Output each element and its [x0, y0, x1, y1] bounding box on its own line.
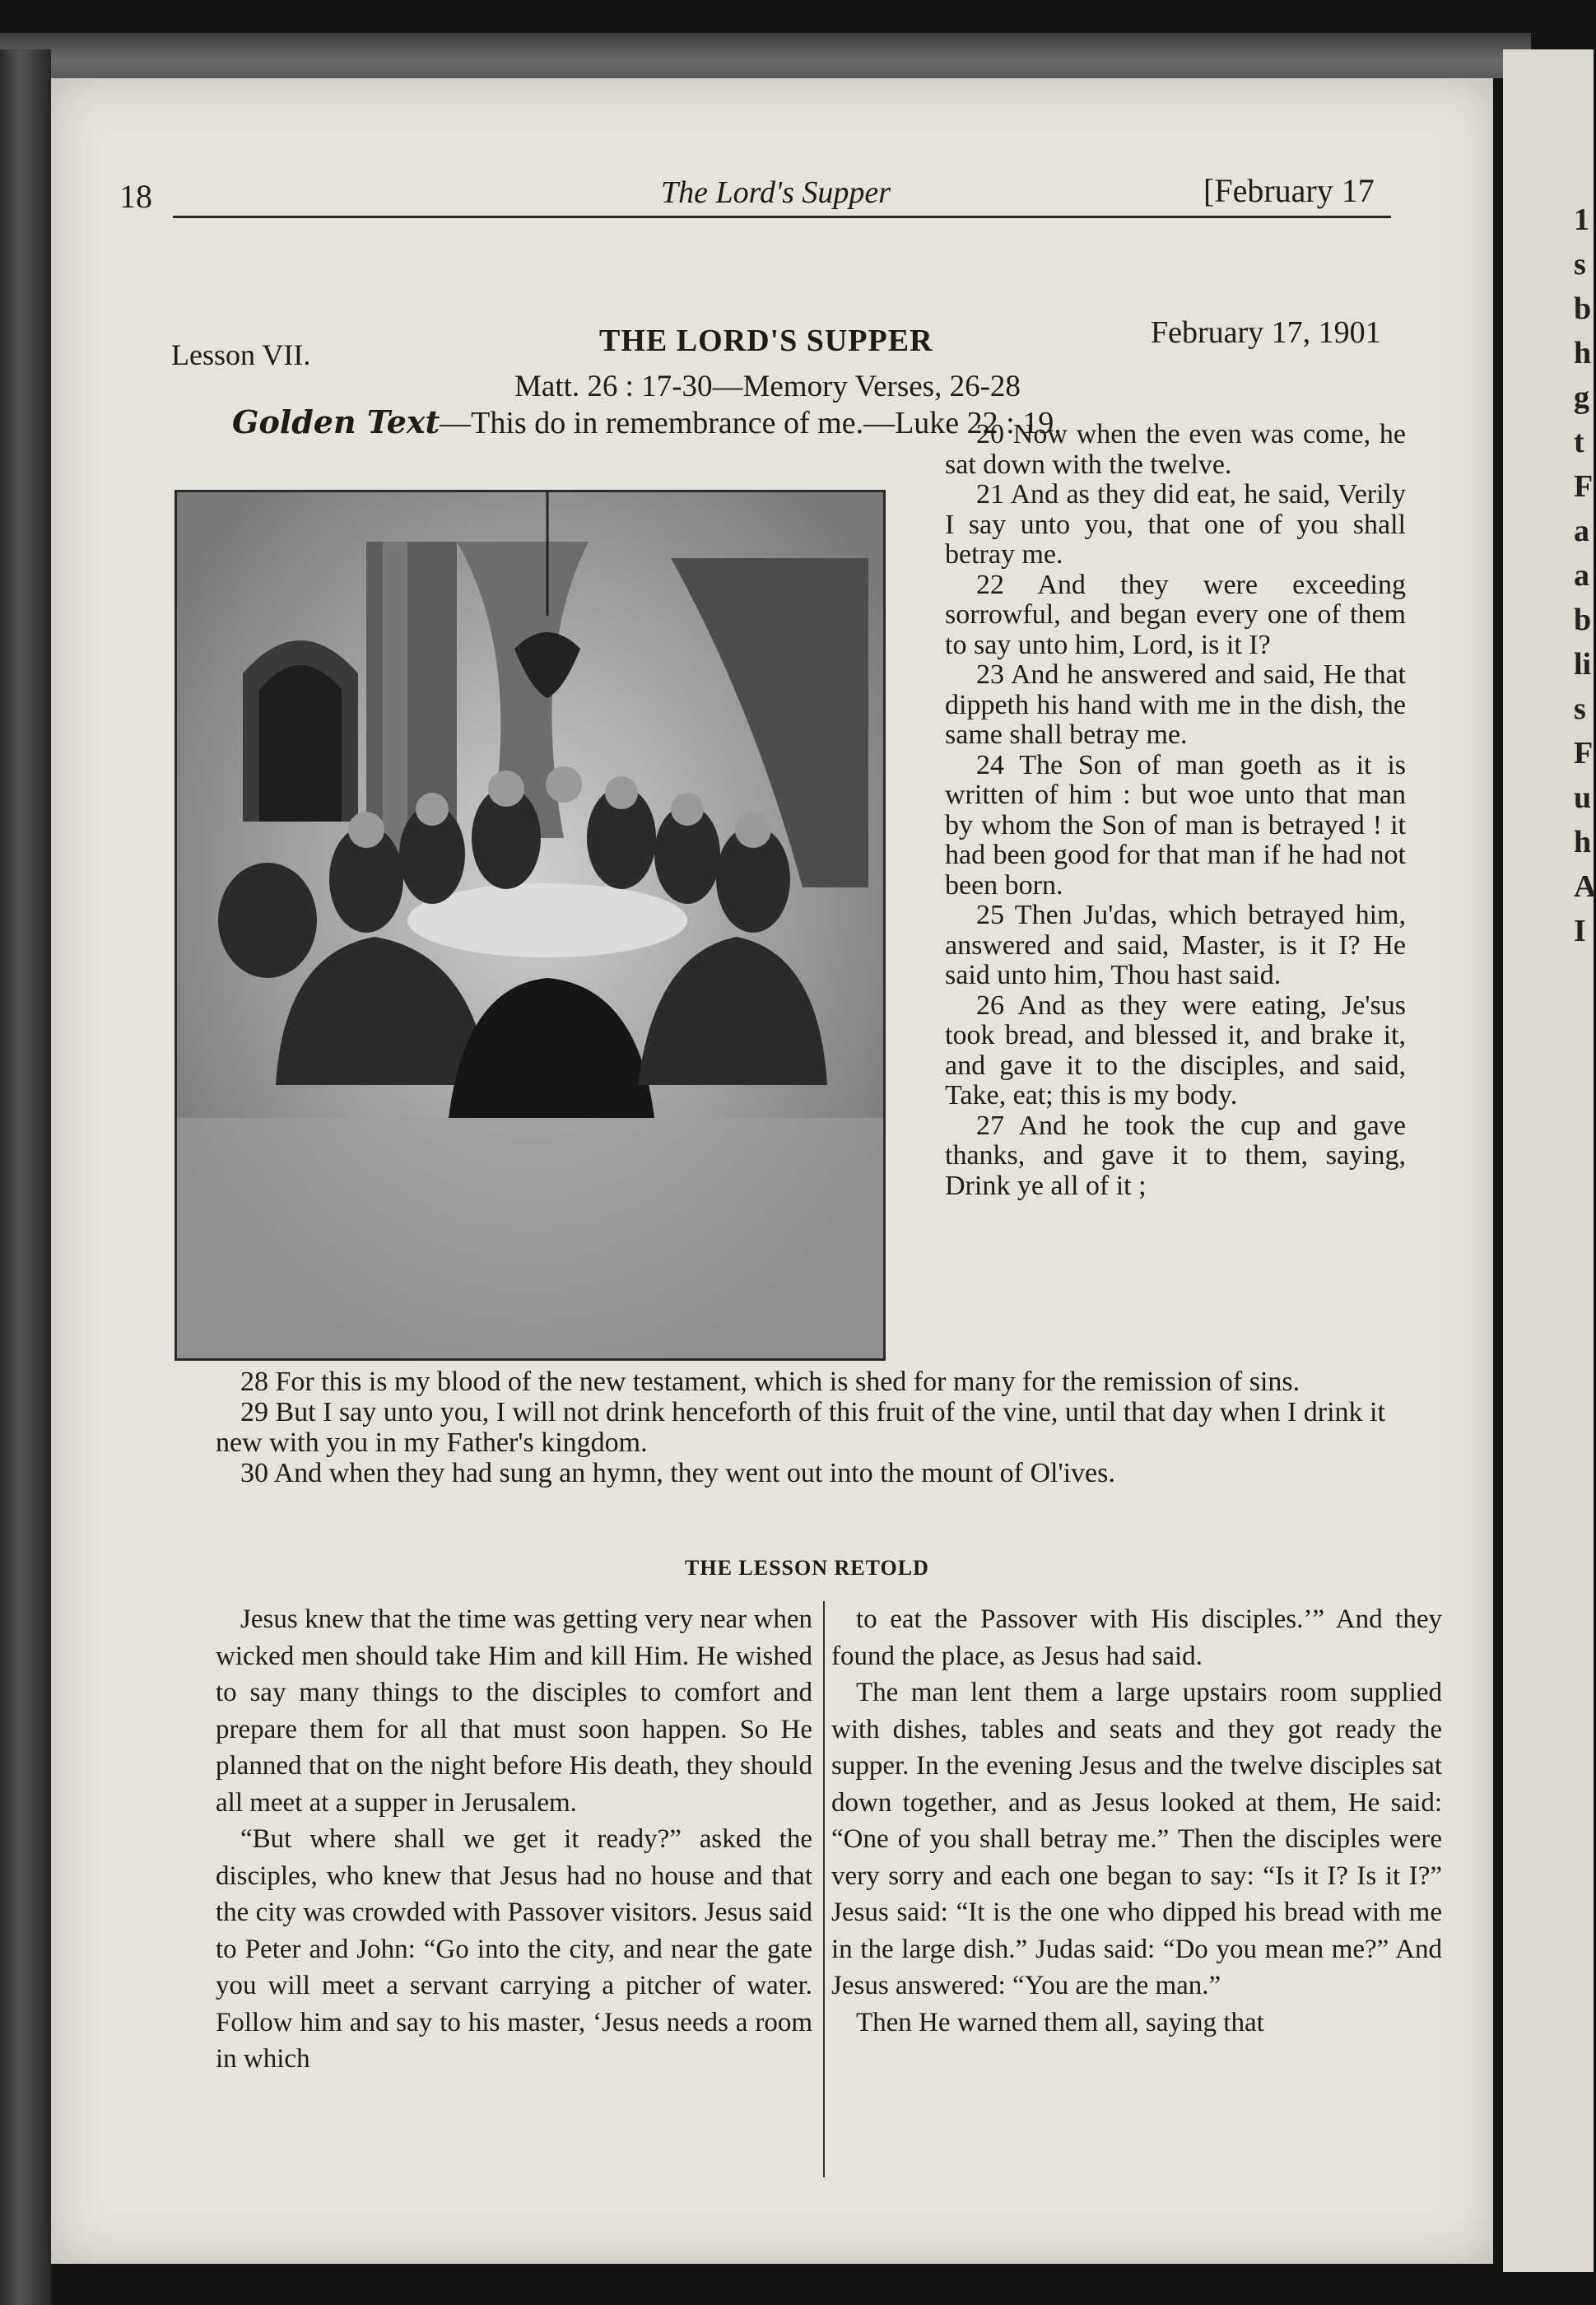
retold-paragraph: to eat the Passover with His disciples.’” And they found the place, as Jesus had said. — [831, 1604, 1442, 1671]
last-supper-engraving-icon — [177, 492, 883, 1358]
verse: 24 The Son of man goeth as it is written of him : but woe unto that man by whom the Son of man is betrayed ! it had been good for that man if he had not been born. — [945, 749, 1406, 901]
header-rule — [173, 216, 1391, 218]
scripture-verses-wide — [216, 1367, 1430, 1488]
lesson-date: February 17, 1901 — [1151, 315, 1381, 350]
facing-page-text-fragment — [1574, 198, 1594, 953]
facing-page-letter: I — [1574, 914, 1586, 948]
facing-page-letter: li — [1574, 647, 1592, 682]
facing-page-letter: h — [1574, 336, 1592, 370]
facing-page-letter: 1 — [1574, 203, 1589, 237]
book-binding — [0, 49, 51, 2305]
verse: 26 And as they were eating, Je'sus took bread, and blessed it, and brake it, and gave it to the disciples, and said, Take, eat; this is my body. — [945, 990, 1406, 1111]
retold-heading: THE LESSON RETOLD — [685, 1556, 929, 1580]
verse: 22 And they were exceeding sorrowful, and began every one of them to say unto him, Lord, is it I? — [945, 569, 1406, 660]
last-supper-illustration — [174, 490, 886, 1361]
lesson-number: Lesson VII. — [171, 338, 311, 371]
column-divider — [823, 1601, 825, 2177]
verse: 21 And as they did eat, he said, Verily I say unto you, that one of you shall betray me. — [945, 479, 1406, 570]
facing-page-letter: t — [1574, 425, 1584, 459]
scripture-verses-column — [945, 420, 1406, 1201]
running-title: The Lord's Supper — [661, 175, 891, 210]
retold-paragraph: Jesus knew that the time was getting very near when wicked men should take Him and kill Him. He wished to say many things to the disciples to comfort and prepare them for all that must soon happen. So He planned that on the night before His death, they should all meet at a supper in Jerusalem. — [216, 1604, 812, 1818]
retold-paragraph: “But where shall we get it ready?” asked the disciples, who knew that Jesus had no house and that the city was crowded with Passover visitors. Jesus said to Peter and John: “Go into the city, and near the gate you will meet a servant carrying a pitcher of water. Follow him and say to his master, ‘Jesus needs a room in which — [216, 1824, 812, 2074]
facing-page-letter: s — [1574, 692, 1586, 726]
facing-page-letter: u — [1574, 780, 1592, 815]
book-top-edge — [0, 33, 1531, 78]
facing-page-letter: F — [1574, 469, 1594, 504]
scripture-reference: Matt. 26 : 17-30—Memory Verses, 26-28 — [514, 370, 1021, 403]
verse: 20 Now when the even was come, he sat down with the twelve. — [945, 419, 1406, 480]
facing-page-letter: A — [1574, 869, 1596, 904]
retold-right-column — [831, 1601, 1442, 2041]
verse: 25 Then Ju'das, which betrayed him, answered and said, Master, is it I? He said unto him, Thou hast said. — [945, 900, 1406, 990]
golden-text-body: —This do in remembrance of me.—Luke 22 : 19. — [440, 406, 1062, 440]
retold-paragraph: Then He warned them all, saying that — [856, 2007, 1264, 2037]
facing-page-letter: b — [1574, 603, 1592, 637]
retold-paragraph: The man lent them a large upstairs room supplied with dishes, tables and seats and they got ready the supper. In the evening Jesus and the twelve disciples sat down together, and as Jesus looked at them, He said: “One of you shall betray me.” Then the disciples were very sorry and each one began to say: “Is it I? Is it I?” Jesus said: “It is the one who dipped his bread with me in the large dish.” Judas said: “Do you mean me?” And Jesus answered: “You are the man.” — [831, 1678, 1442, 2000]
page-number: 18 — [119, 178, 152, 215]
lesson-title: THE LORD'S SUPPER — [599, 324, 933, 358]
facing-page-letter: h — [1574, 825, 1592, 859]
golden-text-label: Golden Text — [232, 403, 440, 440]
facing-page-letter: s — [1574, 247, 1586, 282]
verse: 29 But I say unto you, I will not drink henceforth of this fruit of the vine, until that day when I drink it new with you in my Father's kingdom. — [216, 1397, 1385, 1458]
verse: 30 And when they had sung an hymn, they went out into the mount of Ol'ives. — [240, 1458, 1115, 1488]
facing-page-letter: a — [1574, 514, 1589, 548]
verse: 23 And he answered and said, He that dippeth his hand with me in the dish, the same shall betray me. — [945, 659, 1406, 750]
golden-text — [232, 403, 1062, 441]
verse: 28 For this is my blood of the new testament, which is shed for many for the remission of sins. — [240, 1367, 1301, 1397]
retold-left-column — [216, 1601, 812, 2078]
facing-page-letter: F — [1574, 736, 1594, 771]
facing-page-letter: a — [1574, 558, 1589, 593]
verse: 27 And he took the cup and gave thanks, and gave it to them, saying, Drink ye all of it ; — [945, 1110, 1406, 1201]
running-date: [February 17 — [1203, 172, 1375, 209]
facing-page-letter: g — [1574, 380, 1589, 415]
facing-page-letter: b — [1574, 291, 1592, 326]
